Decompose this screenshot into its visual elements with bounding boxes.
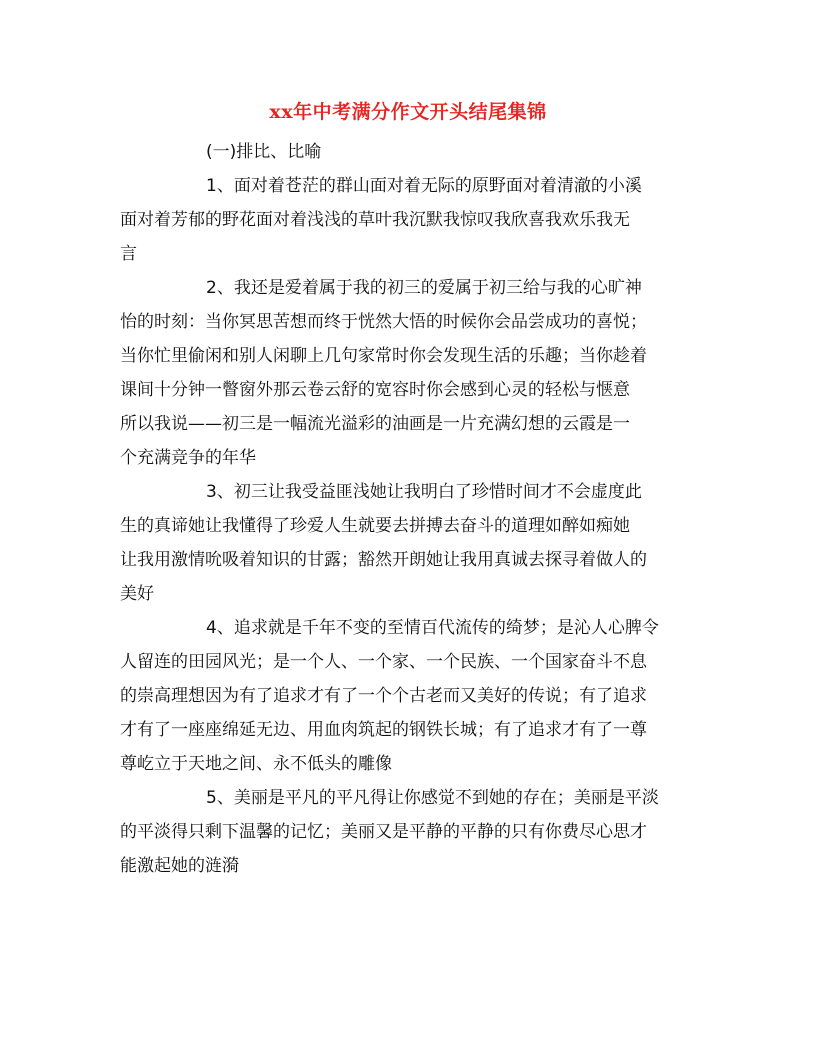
paragraph-line: 1、面对着苍茫的群山面对着无际的原野面对着清澈的小溪 <box>206 176 642 196</box>
paragraph-4 <box>120 611 696 781</box>
paragraph-line: 美好 <box>120 584 154 604</box>
document-title: xx年中考满分作文开头结尾集锦 <box>269 101 547 123</box>
paragraph-5 <box>120 781 696 883</box>
paragraph-line: 面对着芳郁的野花面对着浅浅的草叶我沉默我惊叹我欣喜我欢乐我无 <box>120 210 630 230</box>
paragraph-line: 个充满竞争的年华 <box>120 448 256 468</box>
paragraph-line: 言 <box>120 244 137 264</box>
paragraph-line: 才有了一座座绵延无边、用血肉筑起的钢铁长城；有了追求才有了一尊 <box>120 720 647 740</box>
paragraph-line: 当你忙里偷闲和别人闲聊上几句家常时你会发现生活的乐趣；当你趁着 <box>120 346 647 366</box>
section-heading: (一)排比、比喻 <box>206 142 322 162</box>
paragraph-3 <box>120 475 696 611</box>
paragraph-2 <box>120 271 696 475</box>
paragraph-line: 怡的时刻：当你冥思苦想而终于恍然大悟的时候你会品尝成功的喜悦； <box>120 312 647 332</box>
paragraph-line: 2、我还是爱着属于我的初三的爱属于初三给与我的心旷神 <box>206 278 642 298</box>
paragraph-line: 课间十分钟一瞥窗外那云卷云舒的宽容时你会感到心灵的轻松与惬意 <box>120 380 630 400</box>
paragraph-line: 的崇高理想因为有了追求才有了一个个古老而又美好的传说；有了追求 <box>120 686 647 706</box>
paragraph-line: 的平淡得只剩下温馨的记忆；美丽又是平静的平静的只有你费尽心思才 <box>120 822 647 842</box>
paragraph-line: 让我用激情吮吸着知识的甘露；豁然开朗她让我用真诚去探寻着做人的 <box>120 550 647 570</box>
paragraph-line: 所以我说——初三是一幅流光溢彩的油画是一片充满幻想的云霞是一 <box>120 414 630 434</box>
paragraph-line: 生的真谛她让我懂得了珍爱人生就要去拼搏去奋斗的道理如醉如痴她 <box>120 516 630 536</box>
paragraph-line: 4、追求就是千年不变的至情百代流传的绮梦；是沁人心脾令 <box>206 618 659 638</box>
paragraph-1 <box>120 169 696 271</box>
document-body <box>120 135 696 883</box>
paragraph-line: 尊屹立于天地之间、永不低头的雕像 <box>120 754 392 774</box>
paragraph-line: 人留连的田园风光；是一个人、一个家、一个民族、一个国家奋斗不息 <box>120 652 647 672</box>
paragraph-line: 能激起她的涟漪 <box>120 856 239 876</box>
paragraph-line: 5、美丽是平凡的平凡得让你感觉不到她的存在；美丽是平淡 <box>206 788 659 808</box>
paragraph-line: 3、初三让我受益匪浅她让我明白了珍惜时间才不会虚度此 <box>206 482 642 502</box>
